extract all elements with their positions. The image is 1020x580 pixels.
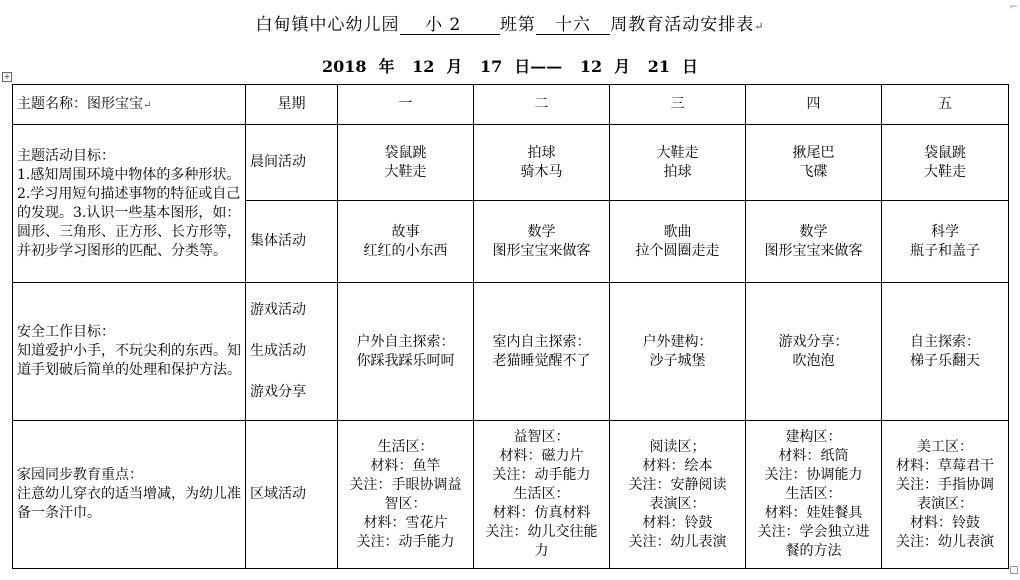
area-wed-line6: 关注：幼儿表演	[628, 533, 727, 550]
game-fri-line2: 梯子乐翻天	[910, 352, 980, 369]
date-year: 2018	[322, 57, 367, 76]
morning-thu-line2: 飞碟	[799, 163, 828, 180]
safety-heading: 安全工作目标：	[17, 324, 115, 340]
group-tue-line2: 图形宝宝来做客	[492, 242, 591, 259]
day-header-mon: 一	[338, 85, 474, 125]
area-fri-line2: 材料：草莓君干	[896, 457, 994, 474]
morning-cell-wed	[610, 125, 746, 201]
day-header-wed: 三	[610, 85, 746, 125]
area-fri-line1: 美工区：	[917, 438, 973, 455]
area-fri-line6: 关注：幼儿表演	[896, 533, 994, 550]
class-value: 小 2	[425, 15, 462, 35]
area-thu-line1: 建构区：	[785, 429, 842, 445]
date-day-sep: 日——	[514, 57, 563, 76]
date-range	[0, 54, 1020, 77]
group-wed-line1: 歌曲	[663, 223, 692, 240]
area-tue-line3: 关注：动手能力	[492, 467, 591, 483]
table-move-handle-icon[interactable]: +	[3, 72, 11, 81]
area-row	[13, 421, 1009, 569]
area-tue-line5: 材料：仿真材料	[492, 505, 591, 521]
area-fri-line3: 关注：手指协调	[896, 476, 994, 493]
area-mon-line4: 智区：	[384, 495, 427, 512]
goals-cell	[13, 125, 246, 283]
morning-tue-line2: 骑木马	[520, 163, 563, 180]
day-header-tue: 二	[474, 85, 610, 125]
game-thu-line1: 游戏分享：	[778, 333, 849, 350]
area-thu-line4: 生活区：	[785, 486, 842, 502]
date-end-day-unit: 日	[681, 57, 698, 76]
morning-row	[13, 125, 1009, 201]
area-thu-line6: 关注：学会独立进	[757, 524, 870, 540]
area-tue-line2: 材料：磁力片	[499, 448, 584, 464]
goals-text: 1.感知周围环境中物体的多种形状。2.学习用短句描述事物的特征或自己的发现。3.认识一些基本图形，如：圆形、三角形、正方形、长方形等，并初步学习图形的匹配、分类等。	[17, 166, 241, 259]
area-tue-line1: 益智区：	[513, 429, 570, 445]
area-fri-line4: 表演区：	[917, 495, 973, 512]
area-cell-mon	[338, 421, 474, 569]
morning-wed-line1: 大鞋走	[656, 144, 699, 161]
date-month-unit: 月	[446, 57, 463, 76]
document-title	[0, 10, 1020, 35]
area-thu-line3: 关注：协调能力	[764, 467, 863, 483]
morning-cell-mon	[338, 125, 474, 201]
theme-label: 主题名称：图形宝宝	[17, 95, 143, 112]
area-mon-line3: 关注：手眼协调益	[349, 476, 462, 493]
group-wed-line2: 拉个圆圈走走	[635, 242, 720, 259]
morning-fri-line2: 大鞋走	[924, 163, 966, 180]
morning-tue-line1: 拍球	[527, 144, 556, 161]
group-cell-wed	[610, 201, 746, 283]
date-end-day: 21	[647, 57, 670, 76]
area-tue-line4: 生活区：	[513, 486, 570, 502]
date-end-month: 12	[579, 57, 603, 76]
game-fri-line1: 自主探索：	[910, 333, 980, 350]
game-wed-line2: 沙子城堡	[649, 352, 706, 369]
schedule-table	[12, 84, 1009, 569]
area-cell-tue	[474, 421, 610, 569]
area-fri-line5: 材料：铃鼓	[910, 514, 980, 531]
game-thu-line2: 吹泡泡	[792, 352, 835, 369]
home-heading: 家园同步教育重点：	[17, 467, 143, 483]
game-cell-mon	[338, 283, 474, 421]
school-name: 白甸镇中心幼儿园	[255, 15, 400, 35]
game-label-1: 游戏活动	[250, 302, 306, 318]
safety-cell	[13, 283, 246, 421]
game-cell-wed	[610, 283, 746, 421]
header-row	[13, 85, 1009, 125]
area-thu-line5: 材料：娃娃餐具	[764, 505, 863, 521]
area-wed-line3: 关注：安静阅读	[628, 476, 727, 493]
page-corner-mark: ⌐	[1009, 2, 1018, 13]
morning-wed-line2: 拍球	[663, 163, 692, 180]
date-year-unit: 年	[378, 57, 395, 76]
group-label: 集体活动	[246, 201, 338, 283]
group-mon-line1: 故事	[391, 223, 420, 240]
game-cell-tue	[474, 283, 610, 421]
group-mon-line2: 红红的小东西	[363, 242, 448, 259]
group-thu-line2: 图形宝宝来做客	[764, 242, 863, 259]
area-wed-line5: 材料：铃鼓	[642, 514, 713, 531]
area-mon-line6: 关注：动手能力	[356, 533, 455, 550]
safety-text: 知道爱护小手，不玩尖利的东西。知道手划破后简单的处理和保护方法。	[17, 343, 241, 378]
group-cell-mon	[338, 201, 474, 283]
area-mon-line5: 材料：雪花片	[363, 514, 448, 531]
area-mon-line1: 生活区：	[377, 438, 434, 455]
group-tue-line1: 数学	[527, 223, 556, 240]
group-cell-thu	[746, 201, 882, 283]
area-thu-line2: 材料：纸筒	[778, 448, 849, 464]
group-cell-fri	[882, 201, 1009, 283]
area-tue-line6: 关注：幼儿交往能	[485, 524, 598, 540]
week-header: 星期	[246, 85, 338, 125]
day-header-thu: 四	[746, 85, 882, 125]
morning-fri-line1: 袋鼠跳	[924, 144, 966, 161]
area-cell-fri	[882, 421, 1009, 569]
morning-mon-line1: 袋鼠跳	[384, 144, 427, 161]
group-fri-line1: 科学	[931, 223, 959, 240]
theme-cell: 主题名称：图形宝宝↵	[13, 85, 246, 125]
group-thu-line1: 数学	[799, 223, 828, 240]
home-text: 注意幼儿穿衣的适当增减，为幼儿准备一条汗巾。	[17, 486, 241, 521]
paragraph-mark: ↵	[754, 20, 765, 33]
game-cell-thu	[746, 283, 882, 421]
game-label-2: 生成活动	[250, 343, 306, 359]
game-mon-line1: 户外自主探索：	[356, 333, 455, 350]
area-cell-wed	[610, 421, 746, 569]
goals-heading: 主题活动目标：	[17, 147, 115, 164]
morning-label: 晨间活动	[246, 125, 338, 201]
class-blank	[400, 16, 500, 35]
area-cell-thu	[746, 421, 882, 569]
game-label-3: 游戏分享	[250, 384, 306, 400]
area-thu-line7: 餐的方法	[785, 543, 842, 559]
area-mon-line2: 材料：鱼竿	[370, 457, 441, 474]
week-value: 十六	[555, 15, 592, 35]
title-suffix: 周教育活动安排表	[610, 15, 755, 35]
class-suffix: 班第	[499, 15, 536, 35]
area-tue-line7: 力	[534, 543, 549, 559]
week-blank	[536, 16, 610, 35]
game-row	[13, 283, 1009, 421]
game-cell-fri	[882, 283, 1009, 421]
morning-mon-line2: 大鞋走	[384, 163, 427, 180]
group-fri-line2: 瓶子和盖子	[910, 242, 980, 259]
date-start-day: 17	[479, 57, 503, 76]
game-wed-line1: 户外建构：	[642, 333, 713, 350]
morning-cell-thu	[746, 125, 882, 201]
morning-cell-fri	[882, 125, 1009, 201]
area-wed-line2: 材料：绘本	[642, 457, 713, 474]
date-start-month: 12	[412, 57, 435, 76]
game-tue-line2: 老猫睡觉醒不了	[492, 352, 591, 369]
table-end-mark	[1010, 566, 1018, 574]
game-mon-line2: 你踩我踩乐呵呵	[356, 352, 455, 369]
area-wed-line4: 表演区：	[649, 495, 706, 512]
home-cell	[13, 421, 246, 569]
area-label: 区域活动	[246, 421, 338, 569]
area-wed-line1: 阅读区；	[649, 438, 706, 455]
morning-cell-tue	[474, 125, 610, 201]
group-cell-tue	[474, 201, 610, 283]
morning-thu-line1: 揪尾巴	[792, 144, 835, 161]
game-labels	[246, 283, 338, 421]
day-header-fri: 五	[882, 85, 1009, 125]
date-end-month-unit: 月	[614, 57, 631, 76]
game-tue-line1: 室内自主探索：	[492, 333, 591, 350]
